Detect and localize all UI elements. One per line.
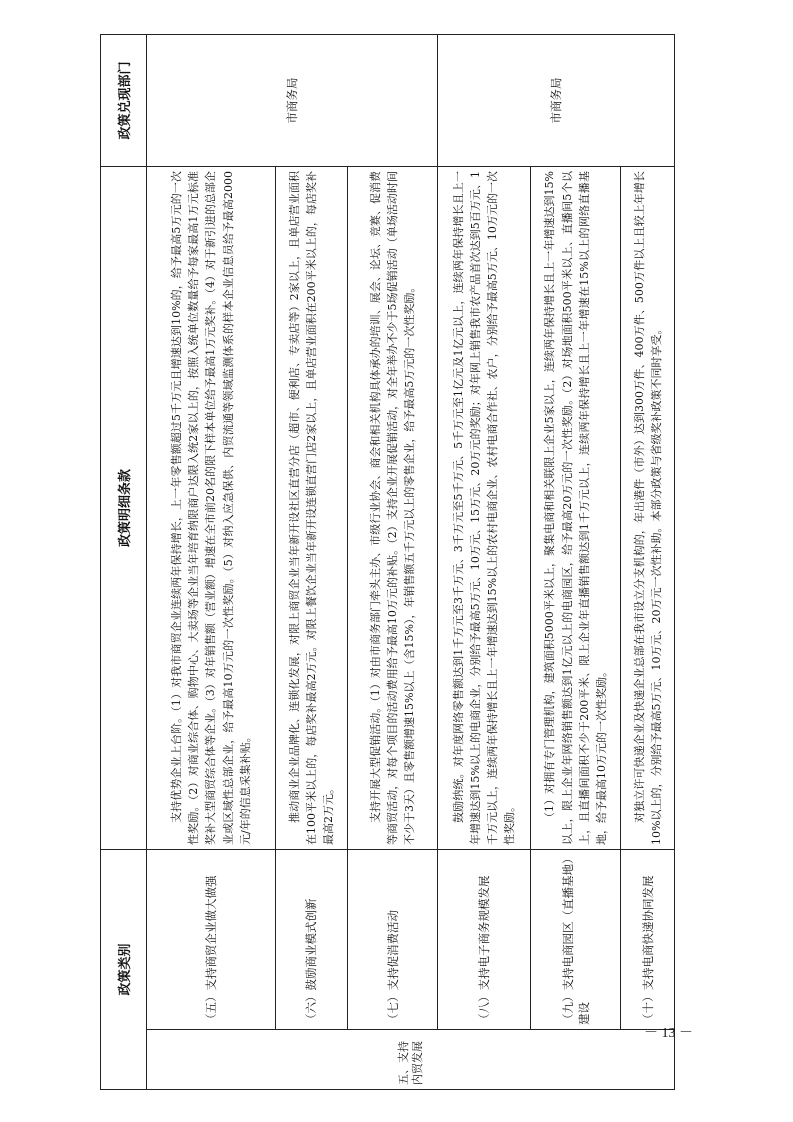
detail-paragraph: 支持优势企业上台阶。（1）对我市商贸企业连续两年保持增长，上一年零售额超过5千万元且增速达到10%的，给予最高5万元的一次性奖励。（2）对商业综合体、购物中心、大卖场等企业当年培育纳限商户达限入统2家以上的，按照入统单位数量给予每家最高1万元标准奖补大型商贸综合体等企业。（3）对年销售额（营业额）增速在全市前20名的限下样本单位给予最高1万元奖补。（4）对于新引进的总部企业或区域性总部企业，给予最高10万元的一次性奖励。（5）对纳入应急保供、内贸流通等领域监测体系的样本企业信息员给予最高2000元/年的信息采集补贴。 bbox=[170, 170, 252, 845]
table-row bbox=[147, 34, 276, 1089]
row-label: （八）支持电子商务规模发展 bbox=[438, 849, 531, 1029]
department-cell: 市商务局 bbox=[438, 34, 675, 166]
row-details bbox=[275, 166, 347, 849]
policy-table bbox=[100, 34, 675, 1090]
row-details bbox=[621, 166, 675, 849]
row-label: （六）鼓励商业模式创新 bbox=[275, 849, 347, 1029]
row-details bbox=[347, 166, 438, 849]
page-number: － 13 － bbox=[644, 1026, 693, 1041]
table-row bbox=[530, 34, 621, 1089]
table-row bbox=[275, 34, 347, 1089]
row-label: （七）支持促消费活动 bbox=[347, 849, 438, 1029]
department-cell: 市商务局 bbox=[147, 34, 438, 166]
detail-paragraph: 鼓励纳统。对年度网络零售额达到1千万元至3千万元、3千万元至5千万元、5千万元至1亿元及1亿元以上，连续两年保持增长且上一年增速达到15%以上的电商企业，分别给予最高5万元、10万元、15万元、20万元的奖励；对年网上销售我市农产品首次达到5百万元、1千万元以上，连续两年保持增长且上一年增速达到15%以上的农村电商企业、农村电商合作社、农户，分别给予最高5万元、10万元的一次性奖励。 bbox=[451, 170, 517, 845]
row-details bbox=[530, 166, 621, 849]
header-row bbox=[101, 34, 147, 1089]
table-row bbox=[621, 34, 675, 1089]
section-title: 五、支持内贸发展 bbox=[147, 1030, 675, 1090]
detail-paragraph: 推动商业企业品牌化、连锁化发展，对限上商贸企业当年新开设社区直营分店（超市、便利店、专卖店等）2家以上，且单店营业面积在100平米以上的，每店奖补最高2万元。对限上餐饮企业当年新开设连锁直营门店2家以上，且单店营业面积在200平米以上的，每店奖补最高2万元。 bbox=[287, 170, 335, 845]
row-details bbox=[438, 166, 531, 849]
detail-paragraph: 对独立许可快递企业及快递企业总部在我市设立分支机构的，年出港件（市外）达到300万件、400万件、500万件以上且较上年增长10%以上的，分别给予最高5万元、10万元、20万元一次性补助。本部分政策与省级奖补政策不同时享受。 bbox=[632, 170, 663, 845]
table-row bbox=[438, 34, 531, 1089]
rotated-page bbox=[100, 35, 675, 1090]
row-details bbox=[147, 166, 276, 849]
row-label: （十）支持电商快递协同发展 bbox=[621, 849, 675, 1029]
row-label: （五）支持商贸企业做大做强 bbox=[147, 849, 276, 1029]
detail-paragraph: 支持开展大型促销活动。（1）对由市商务部门牵头主办、市级行业协会、商会和相关机构具体承办的培训、展会、论坛、竞赛、促消费等商贸活动，对每个项目的活动费用给予最高10万元的补贴。（2）支持企业开展促销活动，对全年举办不少于5场促销活动（单场活动时间不少于3天）且零售额增速15%以上（含15%），年销售额五千万元以上的零售企业，给予最高5万元的一次性奖励。 bbox=[368, 170, 417, 845]
row-label: （九）支持电商园区（直播基地）建设 bbox=[530, 849, 621, 1029]
detail-paragraph: （1）对拥有专门管理机构，建筑面积5000平米以上，聚集电商和相关联限上企业5家以上，连续两年保持增长且上一年增速达到15%以上，限上企业年网络销售额达到1亿元以上的电商园区，给予最高20万元的一次性奖励。（2）对场地面积500平米以上、直播间5个以上，且直播间面积不少于200平米、限上企业年直播销售额达到1千万元以上，连续两年保持增长且上一年增速在15%以上的网络直播基地，给予最高10万元的一次性奖励。 bbox=[543, 170, 608, 845]
table-row bbox=[347, 34, 438, 1089]
header-category: 政策类别 bbox=[101, 849, 147, 1089]
header-department: 政策兑现部门 bbox=[101, 34, 147, 166]
header-details: 政策明细条款 bbox=[101, 166, 147, 849]
